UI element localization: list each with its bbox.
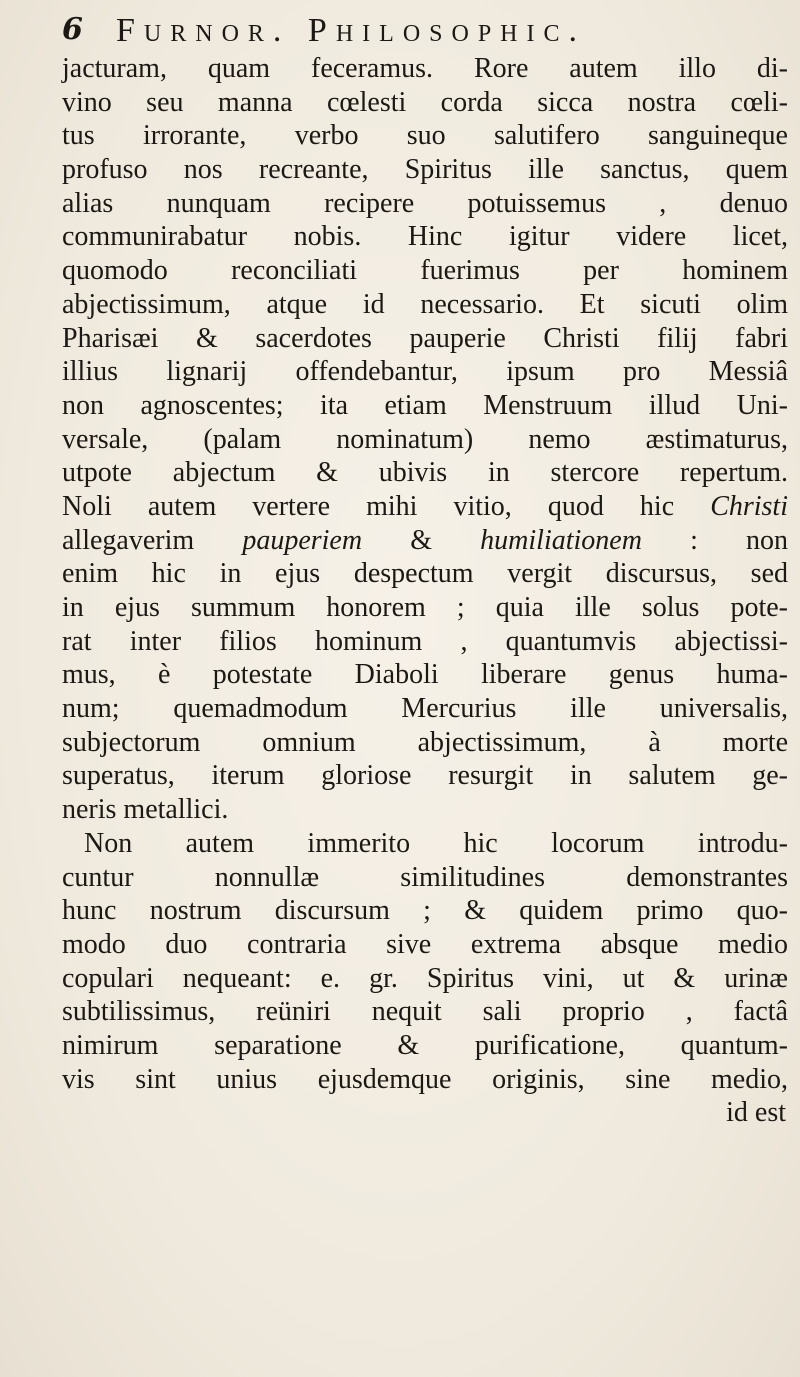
italic-word-pauperiem: pauperiem (242, 524, 363, 556)
text-line: quomodo reconciliati fuerimus per hominem (62, 255, 788, 287)
body-text (62, 52, 788, 1130)
text-line: superatus, iterum gloriose resurgit in salutem ge- (62, 760, 788, 792)
text-line: subjectorum omnium abjectissimum, à morte (62, 726, 788, 758)
text-segment: & (362, 524, 481, 556)
text-line: hunc nostrum discursum ; & quidem primo quo- (62, 895, 788, 927)
text-line-with-italic (62, 490, 788, 524)
italic-word-humiliationem: humiliationem (480, 524, 642, 556)
catchword-text: id est (726, 1097, 786, 1129)
text-line: jacturam, quam feceramus. Rore autem illo di- (62, 53, 788, 84)
text-line-with-italic (62, 524, 788, 558)
text-line: cuntur nonnullæ similitudines demonstrantes (62, 861, 788, 893)
text-line: subtilissimus, reüniri nequit sali proprio , factâ (62, 996, 788, 1028)
text-line: in ejus summum honorem ; quia ille solus pote- (62, 592, 788, 623)
text-line: versale, (palam nominatum) nemo æstimaturus, (62, 423, 788, 455)
text-line: num; quemadmodum Mercurius ille universalis, (62, 693, 788, 725)
italic-word-christi: Christi (710, 490, 788, 522)
text-line: Pharisæi & sacerdotes pauperie Christi filij fabri (62, 322, 788, 354)
text-line: illius lignarij offendebantur, ipsum pro Messiâ (62, 356, 788, 388)
text-line: alias nunquam recipere potuissemus , denuo (62, 187, 788, 219)
text-line: vino seu manna cœlesti corda sicca nostra cœli- (62, 86, 788, 118)
text-line: utpote abjectum & ubivis in stercore repertum. (62, 457, 788, 489)
text-line: vis sint unius ejusdemque originis, sine medio, (62, 1063, 788, 1095)
text-line: profuso nos recreante, Spiritus ille sanctus, quem (62, 154, 788, 186)
text-line: rat inter filios hominum , quantumvis abjectissi- (62, 625, 788, 657)
text-line: copulari nequeant: e. gr. Spiritus vini, ut & urinæ (62, 962, 788, 994)
paragraph-start-line: Non autem immerito hic locorum introdu- (84, 827, 788, 859)
text-line: tus irrorante, verbo suo salutifero sanguineque (62, 120, 788, 152)
text-line: non agnoscentes; ita etiam Menstruum illud Uni- (62, 389, 788, 421)
text-line: communirabatur nobis. Hinc igitur videre licet, (62, 221, 788, 253)
text-segment: Noli autem vertere mihi vitio, quod hic (62, 490, 711, 522)
running-head (62, 8, 782, 54)
catchword (62, 1096, 788, 1130)
text-line: abjectissimum, atque id necessario. Et sicuti olim (62, 288, 788, 320)
text-segment: : non (641, 524, 789, 556)
text-segment: allegaverim (62, 524, 243, 556)
text-line: nimirum separatione & purificatione, quantum- (62, 1029, 788, 1061)
running-head-title: Furnor. Philosophic. (116, 12, 587, 49)
text-line: modo duo contraria sive extrema absque medio (62, 928, 788, 960)
text-line: neris metallici. (62, 794, 229, 826)
page-number: 6 (62, 12, 83, 47)
text-line: enim hic in ejus despectum vergit discursus, sed (62, 558, 788, 590)
text-line: mus, è potestate Diaboli liberare genus huma- (62, 659, 788, 691)
